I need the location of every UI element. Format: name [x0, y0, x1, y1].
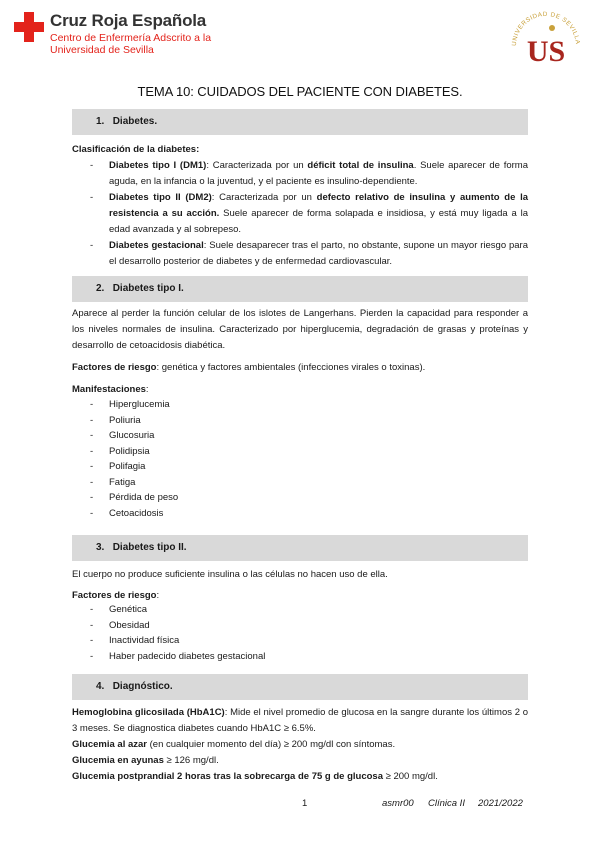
hba1c-paragraph: Hemoglobina glicosilada (HbA1C): Mide el nivel promedio de glucosa en la sangre durante los últimos 2 o 3 meses. Se diagnostica diabetes cuando HbA1C ≥ 6.5%.: [72, 707, 528, 734]
section-title: Diagnóstico.: [112, 681, 173, 692]
footer-subject: Clínica II: [428, 798, 465, 809]
section-title: Diabetes.: [112, 116, 158, 127]
section-title: Diabetes tipo I.: [112, 283, 184, 294]
list-item: - Glucosuria: [90, 430, 155, 441]
list-item: - Diabetes gestacional: Suele desaparecer tras el parto, no obstante, supone un mayor riesgo para el desarrollo posterior de diabetes y de enfermedad cardiovascular.: [90, 240, 528, 267]
seal-letters: US: [526, 35, 566, 68]
list-item: - Pérdida de peso: [90, 492, 179, 503]
red-cross-icon: [14, 12, 44, 42]
section-heading-1: [96, 116, 157, 127]
manifestations-label: Manifestaciones:: [72, 384, 149, 395]
list-item: - Obesidad: [90, 620, 150, 631]
type1-paragraph: Aparece al perder la función celular de los islotes de Langerhans. Pierden la capacidad para responder a los niveles normales de insulina. Caracterizado por hiperglucemia, degradación de grasas y proteínas y desarrollo de cetoacidosis diabética.: [72, 308, 528, 351]
section-bar-2: [72, 276, 528, 302]
list-item: - Diabetes tipo I (DM1): Caracterizada por un déficit total de insulina. Suele aparecer de forma aguda, en la infancia o la juventud, y el paciente es insulino-dependiente.: [90, 160, 529, 187]
cruz-roja-logo: [14, 10, 214, 64]
org-name: Cruz Roja Española: [50, 11, 207, 30]
org-subtitle: [50, 32, 211, 56]
list-item: - Fatiga: [90, 477, 136, 488]
footer-author: asmr00: [382, 798, 414, 809]
section-number: 1.: [96, 116, 105, 127]
type2-risk-label: Factores de riesgo:: [72, 590, 160, 601]
org-subtitle-line1: Centro de Enfermería Adscrito a la: [50, 32, 212, 44]
type2-paragraph: El cuerpo no produce suficiente insulina o las células no hacen uso de ella.: [72, 569, 388, 580]
list-item: - Diabetes tipo II (DM2): Caracterizada por un defecto relativo de insulina y aumento de la resistencia a su acción. Suele aparecer de forma solapada e insidiosa, y está muy ligada a la edad avanzada y al sobrepeso.: [90, 192, 528, 235]
classification-intro: Clasificación de la diabetes:: [72, 144, 200, 155]
list-item: - Poliuria: [90, 415, 141, 426]
glucemia-azar: Glucemia al azar (en cualquier momento del día) ≥ 200 mg/dl con síntomas.: [72, 739, 396, 750]
page-title: TEMA 10: CUIDADOS DEL PACIENTE CON DIABETES.: [137, 84, 463, 99]
glucemia-ayunas: Glucemia en ayunas ≥ 126 mg/dl.: [72, 755, 219, 766]
section-title: Diabetes tipo II.: [112, 542, 187, 553]
footer-year: 2021/2022: [478, 798, 523, 809]
seal-crown-dot: [549, 25, 555, 31]
list-item: - Cetoacidosis: [90, 508, 164, 519]
list-item: - Hiperglucemia: [90, 399, 170, 410]
section-heading-4: [96, 681, 173, 692]
section-bar-4: [72, 674, 528, 700]
section-number: 2.: [96, 283, 105, 294]
section-number: 3.: [96, 542, 105, 553]
seal-text: UNIVERSIDAD DE SEVILLA: [510, 10, 582, 47]
section-heading-3: [96, 542, 187, 553]
list-item: - Haber padecido diabetes gestacional: [90, 651, 266, 662]
universidad-sevilla-seal-icon: [508, 6, 584, 70]
list-item: - Polifagia: [90, 461, 146, 472]
page-number: 1: [302, 798, 308, 809]
section-bar-1: [72, 109, 528, 135]
section-heading-2: [96, 283, 184, 294]
list-item: - Polidipsia: [90, 446, 150, 457]
section-number: 4.: [96, 681, 105, 692]
section-bar-3: [72, 535, 528, 561]
list-item: - Inactividad física: [90, 635, 180, 646]
org-subtitle-line2: Universidad de Sevilla: [50, 44, 154, 56]
glucemia-postprandial: Glucemia postprandial 2 horas tras la sobrecarga de 75 g de glucosa ≥ 200 mg/dl.: [72, 771, 438, 782]
list-item: - Genética: [90, 604, 148, 615]
type1-risk-factors: Factores de riesgo: genética y factores ambientales (infecciones virales o toxinas).: [72, 362, 426, 373]
